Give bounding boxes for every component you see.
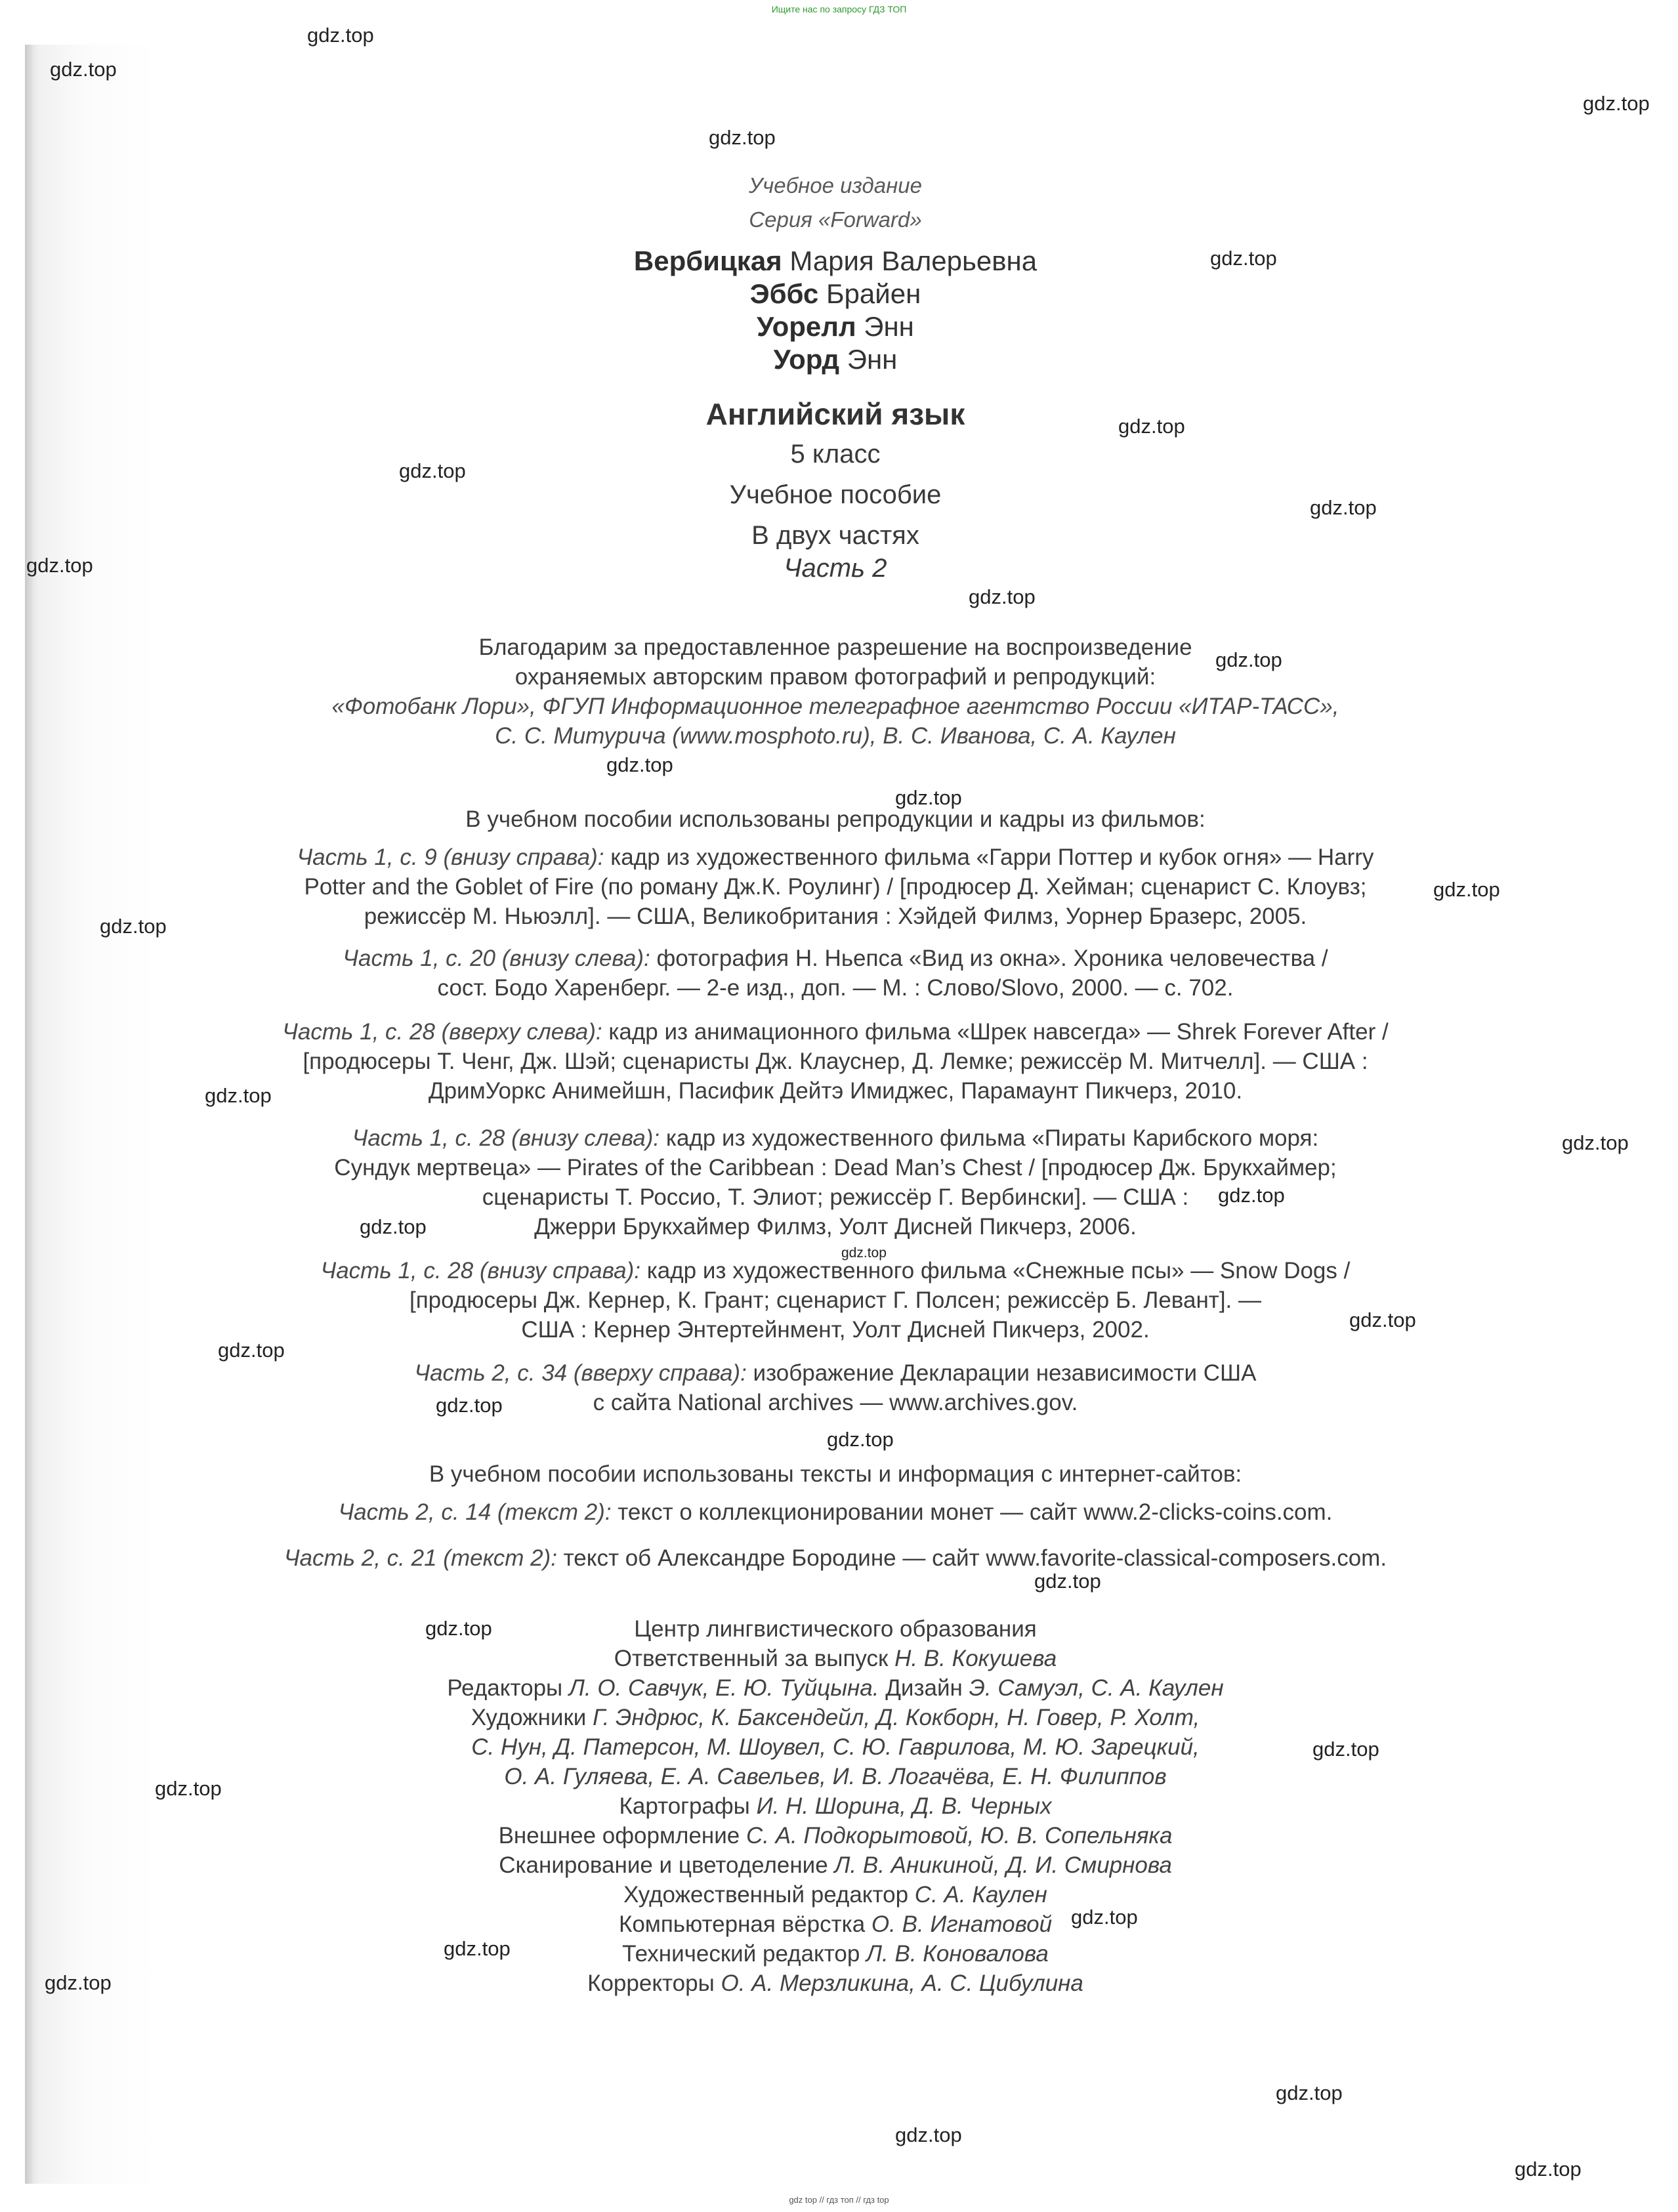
web-credit-ref: Часть 2, с. 14 (текст 2): [338, 1499, 612, 1525]
credit-names: С. А. Каулен [914, 1882, 1047, 1908]
credit-label: Дизайн [879, 1675, 969, 1701]
watermark-text: gdz.top [895, 786, 962, 809]
watermark-text: gdz.top [1276, 2081, 1343, 2104]
film-credit-line [25, 1123, 1646, 1153]
acknowledgement-line: Благодарим за предоставленное разрешение на воспроизведение [478, 635, 1192, 660]
watermark-text: gdz.top [45, 1971, 112, 1994]
author-surname: Вербицкая [633, 245, 782, 276]
author-surname: Уорелл [757, 311, 856, 342]
imprint-content [25, 45, 1678, 2184]
watermark-text: gdz.top [1312, 1738, 1379, 1761]
credit-line [25, 1673, 1646, 1703]
film-credit-ref: Часть 2, с. 34 (вверху справа): [414, 1360, 747, 1386]
credit-names: Л. О. Савчук, Е. Ю. Туйцына. [568, 1675, 879, 1701]
credit-names: С. А. Подкорытовой, Ю. В. Сопельняка [745, 1823, 1173, 1848]
watermark-text: gdz.top [1349, 1308, 1416, 1331]
watermark-text: gdz.top [895, 2123, 962, 2146]
author-given: Мария Валерьевна [789, 245, 1038, 276]
watermark-text: gdz.top [1071, 1906, 1138, 1929]
film-credit-line: Potter and the Goblet of Fire (по роману Дж.К. Роулинг) / [продюсер Д. Хейман; сценарист С. Клоувз; [304, 874, 1367, 900]
watermark-text: gdz.top [307, 24, 374, 47]
watermark-text: gdz.top [1215, 648, 1282, 671]
credit-label: Картографы [619, 1793, 757, 1819]
author-given: Энн [864, 311, 914, 342]
credit-label: Сканирование и цветоделение [499, 1852, 835, 1878]
author-line [25, 311, 1646, 343]
web-credit [25, 1543, 1646, 1573]
watermark-text: gdz.top [1583, 92, 1650, 115]
acknowledgement-line [25, 721, 1646, 751]
author-surname: Эббс [749, 278, 819, 309]
web-credit [25, 1497, 1646, 1527]
film-credit [25, 1123, 1646, 1242]
film-credit-text: кадр из художественного фильма «Пираты Карибского моря: [660, 1125, 1319, 1151]
credit-line [25, 1703, 1646, 1732]
film-credit-line: [продюсеры Т. Ченг, Дж. Шэй; сценаристы Дж. Клауснер, Д. Лемке; режиссёр М. Митчелл]. — США : [303, 1049, 1368, 1074]
film-credit-line [25, 843, 1646, 872]
credit-line [25, 1969, 1646, 1998]
credit-line [25, 1880, 1646, 1909]
credit-label: Корректоры [587, 1971, 721, 1996]
credit-names: Э. Самуэл, С. А. Каулен [969, 1675, 1224, 1701]
author-given: Брайен [826, 278, 921, 309]
watermark-text: gdz.top [1210, 247, 1277, 270]
watermark-text: gdz.top [1433, 878, 1500, 901]
watermark-text: gdz.top [1562, 1131, 1629, 1154]
credit-line [25, 1909, 1646, 1939]
watermark-text: gdz.top [841, 1245, 887, 1261]
film-credit-line [25, 1358, 1646, 1388]
watermark-text: gdz.top [827, 1428, 894, 1451]
credit-names: Г. Эндрюс, К. Баксендейл, Д. Кокборн, Н. Говер, Р. Холт, [593, 1705, 1200, 1730]
watermark-text: gdz.top [399, 459, 466, 482]
watermark-text: gdz.top [1118, 415, 1185, 438]
watermark-text: gdz.top [425, 1617, 492, 1640]
author-line [25, 278, 1646, 310]
web-credit-text: текст об Александре Бородине — сайт www.favorite-classical-composers.com. [556, 1545, 1387, 1571]
web-credit-text: текст о коллекционировании монет — сайт www.2-clicks-coins.com. [611, 1499, 1333, 1525]
film-credit-ref: Часть 1, с. 28 (внизу справа): [320, 1258, 640, 1283]
film-credit-text: изображение Декларации независимости США [746, 1360, 1257, 1386]
acknowledgement-line: охраняемых авторским правом фотографий и репродукций: [514, 664, 1156, 690]
film-credit-text: кадр из художественного фильма «Снежные псы» — Snow Dogs / [640, 1258, 1351, 1283]
film-credit-line: Сундук мертвеца» — Pirates of the Caribbean : Dead Man’s Chest / [продюсер Дж. Брукхаймер; [334, 1155, 1337, 1180]
production-credits [25, 1614, 1646, 1998]
acknowledgement-line [25, 692, 1646, 721]
acknowledgement-sources: С. С. Митурича (www.mosphoto.ru), В. С. Иванова, С. А. Каулен [495, 723, 1176, 749]
credit-line [25, 1821, 1646, 1850]
credit-names: Л. В. Коновалова [866, 1941, 1049, 1967]
credit-label: Внешнее оформление [498, 1823, 746, 1848]
credit-label: Технический редактор [622, 1941, 867, 1967]
film-credit-line: режиссёр М. Ньюэлл]. — США, Великобритания : Хэйдей Филмз, Уорнер Бразерс, 2005. [364, 904, 1307, 929]
film-credit-line: сост. Бодо Харенберг. — 2-е изд., доп. — М. : Слово/Slovo, 2000. — с. 702. [437, 975, 1234, 1001]
film-credit-line: Джерри Брукхаймер Филмз, Уолт Дисней Пикчерз, 2006. [534, 1214, 1137, 1240]
acknowledgement-sources: «Фотобанк Лори», ФГУП Информационное телеграфное агентство России «ИТАР-ТАСС», [331, 694, 1339, 719]
film-credit-line: США : Кернер Энтертейнмент, Уолт Дисней Пикчерз, 2002. [521, 1317, 1150, 1343]
film-credit-ref: Часть 1, с. 28 (вверху слева): [282, 1019, 602, 1045]
book-page [25, 45, 1678, 2184]
film-credit-line [25, 1017, 1646, 1047]
films-heading: В учебном пособии использованы репродукции и кадры из фильмов: [465, 806, 1206, 832]
film-credit-line: сценаристы Т. Россио, Т. Элиот; режиссёр Г. Вербински]. — США : [482, 1184, 1189, 1210]
web-heading: В учебном пособии использованы тексты и информация с интернет-сайтов: [429, 1461, 1242, 1487]
credit-label: Художественный редактор [623, 1882, 915, 1908]
acknowledgement-block [25, 633, 1646, 751]
film-credit-line: ДримУоркс Анимейшн, Пасифик Дейтэ Имиджес, Парамаунт Пикчерз, 2010. [428, 1078, 1243, 1104]
series-name: Серия «Forward» [749, 207, 922, 232]
watermark-text: gdz.top [218, 1339, 285, 1362]
credit-label: Ответственный за выпуск [614, 1646, 895, 1671]
watermark-text: gdz.top [50, 58, 117, 81]
credit-line [25, 1732, 1646, 1762]
book-parts: В двух частях [751, 521, 919, 550]
credit-names: О. А. Гуляева, Е. А. Савельев, И. В. Логачёва, Е. Н. Филиппов [504, 1764, 1167, 1789]
watermark-text: gdz.top [969, 585, 1036, 608]
film-credit-line [25, 944, 1646, 973]
watermark-text: gdz.top [709, 126, 776, 149]
credit-line: Центр лингвистического образования [634, 1616, 1037, 1642]
book-title: Английский язык [705, 397, 965, 431]
credit-line [25, 1791, 1646, 1821]
watermark-text: gdz.top [1218, 1184, 1285, 1207]
film-credit-ref: Часть 1, с. 20 (внизу слева): [343, 946, 650, 971]
author-given: Энн [847, 344, 898, 375]
watermark-text: gdz.top [100, 915, 167, 938]
credit-names: О. В. Игнатовой [871, 1911, 1053, 1937]
film-credit [25, 1358, 1646, 1417]
watermark-text: gdz.top [360, 1215, 427, 1238]
watermark-text: gdz.top [1515, 2158, 1582, 2181]
credit-names: О. А. Мерзликина, А. С. Цибулина [721, 1971, 1083, 1996]
top-search-hint: Ищите нас по запросу ГДЗ ТОП [771, 4, 907, 14]
credit-names: Л. В. Аникиной, Д. И. Смирнова [834, 1852, 1172, 1878]
film-credit-text: кадр из художественного фильма «Гарри Поттер и кубок огня» — Harry [604, 845, 1374, 870]
watermark-text: gdz.top [436, 1394, 503, 1417]
film-credit-line [25, 1256, 1646, 1285]
author-line [25, 344, 1646, 375]
bottom-watermark-strip: gdz top // гдз топ // гдз top [789, 2195, 889, 2205]
watermark-text: gdz.top [155, 1777, 222, 1800]
credit-label: Художники [471, 1705, 593, 1730]
credit-label: Компьютерная вёрстка [618, 1911, 871, 1937]
watermark-text: gdz.top [205, 1084, 272, 1107]
watermark-text: gdz.top [606, 753, 673, 776]
author-surname: Уорд [773, 344, 840, 375]
book-kind: Учебное пособие [729, 480, 942, 509]
film-credit-ref: Часть 1, с. 28 (внизу слева): [352, 1125, 660, 1151]
edition-type: Учебное издание [749, 173, 922, 198]
film-credit [25, 843, 1646, 931]
film-credit [25, 944, 1646, 1003]
credit-line [25, 1762, 1646, 1791]
credit-line [25, 1939, 1646, 1969]
book-grade: 5 класс [790, 440, 881, 469]
watermark-text: gdz.top [1034, 1570, 1101, 1593]
author-line [25, 245, 1646, 277]
watermark-text: gdz.top [444, 1937, 511, 1960]
credit-line [25, 1644, 1646, 1673]
film-credit-ref: Часть 1, с. 9 (внизу справа): [297, 845, 604, 870]
credit-names: С. Нун, Д. Патерсон, М. Шоувел, С. Ю. Гаврилова, М. Ю. Зарецкий, [471, 1734, 1200, 1760]
watermark-text: gdz.top [26, 554, 93, 577]
credit-label: Редакторы [447, 1675, 569, 1701]
film-credit-text: кадр из анимационного фильма «Шрек навсегда» — Shrek Forever After / [602, 1019, 1389, 1045]
credit-names: Н. В. Кокушева [894, 1646, 1057, 1671]
watermark-text: gdz.top [1310, 496, 1377, 519]
film-credit-line: [продюсеры Дж. Кернер, К. Грант; сценарист Г. Полсен; режиссёр Б. Левант]. — [409, 1287, 1261, 1313]
credit-line [25, 1850, 1646, 1880]
web-credit-ref: Часть 2, с. 21 (текст 2): [283, 1545, 557, 1571]
film-credit-line: с сайта National archives — www.archives.gov. [593, 1390, 1078, 1415]
credit-names: И. Н. Шорина, Д. В. Черных [756, 1793, 1052, 1819]
film-credit-text: фотография Н. Ньепса «Вид из окна». Хроника человечества / [650, 946, 1328, 971]
book-part: Часть 2 [784, 554, 887, 583]
